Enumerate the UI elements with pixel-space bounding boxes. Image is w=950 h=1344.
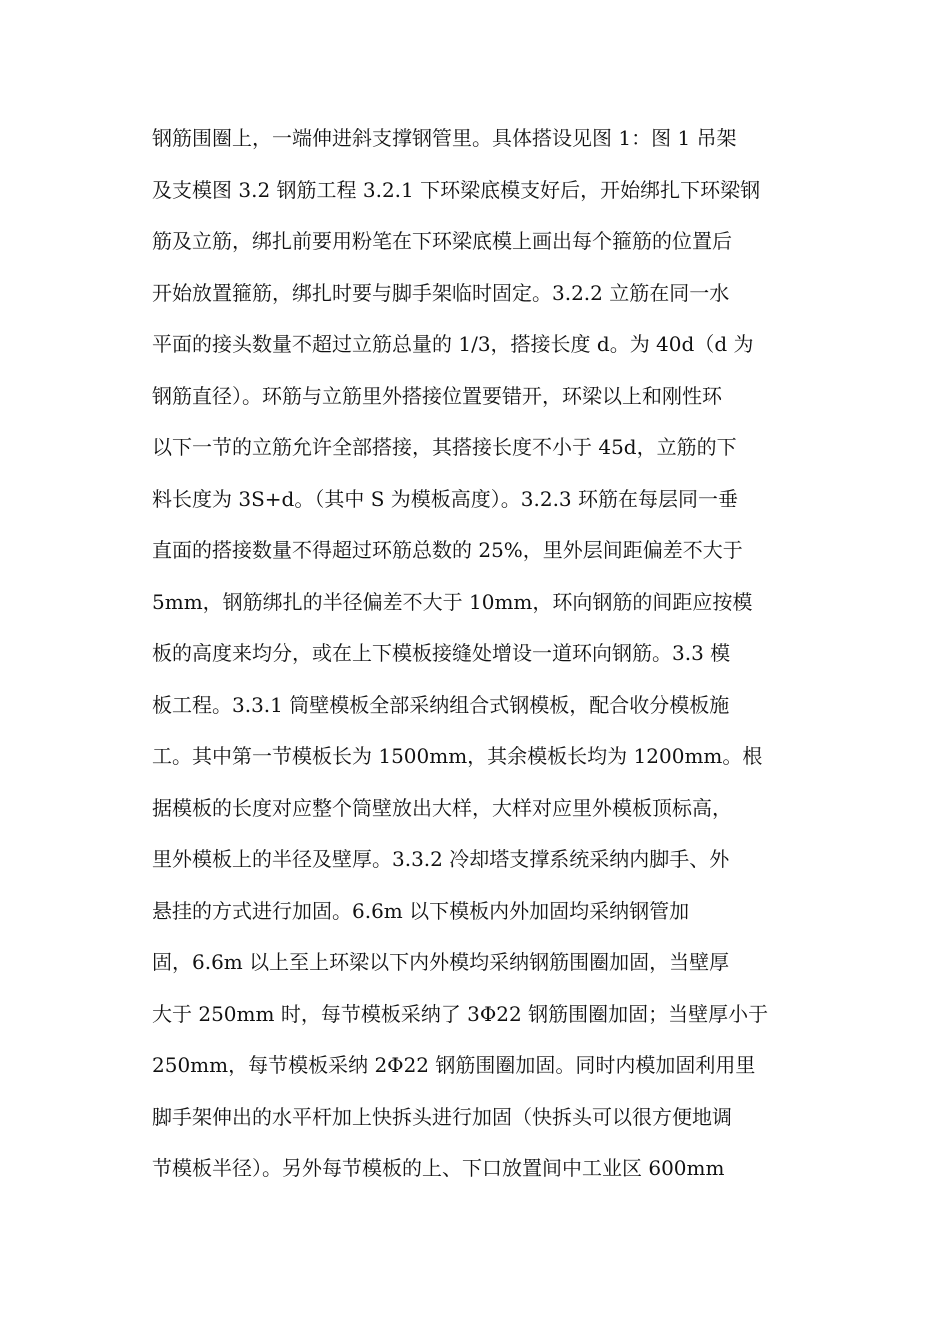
text-line: 固，6.6m 以上至上环梁以下内外模均采纳钢筋围圈加固，当壁厚 bbox=[152, 950, 730, 974]
text-line: 大于 250mm 时，每节模板采纳了 3Φ22 钢筋围圈加固；当壁厚小于 bbox=[152, 1001, 769, 1026]
text-line: 料长度为 3S+d。（其中 S 为模板高度）。3.2.3 环筋在每层同一垂 bbox=[152, 486, 739, 511]
text-line: 钢筋围圈上，一端伸进斜支撑钢管里。具体搭设见图 1：图 1 吊架 bbox=[152, 126, 737, 150]
text-line: 据模板的长度对应整个筒壁放出大样，大样对应里外模板顶标高， bbox=[152, 795, 732, 820]
body-text bbox=[152, 118, 812, 1200]
text-line: 节模板半径）。另外每节模板的上、下口放置间中工业区 600mm bbox=[152, 1156, 725, 1180]
text-line: 工。其中第一节模板长为 1500mm，其余模板长均为 1200mm。根 bbox=[152, 744, 763, 768]
text-line: 直面的搭接数量不得超过环筋总数的 25%，里外层间距偏差不大于 bbox=[152, 538, 743, 562]
text-line: 5mm，钢筋绑扎的半径偏差不大于 10mm，环向钢筋的间距应按模 bbox=[152, 589, 753, 614]
text-line: 里外模板上的半径及壁厚。3.3.2 冷却塔支撑系统采纳内脚手、外 bbox=[152, 847, 730, 871]
text-line: 悬挂的方式进行加固。6.6m 以下模板内外加固均采纳钢管加 bbox=[152, 898, 690, 923]
text-line: 以下一节的立筋允许全部搭接，其搭接长度不小于 45d，立筋的下 bbox=[152, 435, 737, 459]
text-line: 250mm，每节模板采纳 2Φ22 钢筋围圈加固。同时内模加固利用里 bbox=[152, 1053, 756, 1077]
text-line: 钢筋直径）。环筋与立筋里外搭接位置要错开，环梁以上和刚性环 bbox=[152, 383, 722, 408]
text-line: 筋及立筋，绑扎前要用粉笔在下环梁底模上画出每个箍筋的位置后 bbox=[152, 229, 732, 253]
text-line: 平面的接头数量不超过立筋总量的 1/3，搭接长度 d。为 40d（d 为 bbox=[152, 332, 754, 356]
text-line: 板的高度来均分，或在上下模板接缝处增设一道环向钢筋。3.3 模 bbox=[152, 641, 731, 665]
text-line: 脚手架伸出的水平杆加上快拆头进行加固（快拆头可以很方便地调 bbox=[152, 1104, 732, 1129]
text-line: 板工程。3.3.1 筒壁模板全部采纳组合式钢模板，配合收分模板施 bbox=[152, 692, 730, 717]
text-line: 及支模图 3.2 钢筋工程 3.2.1 下环梁底模支好后，开始绑扎下环梁钢 bbox=[152, 177, 761, 202]
text-line: 开始放置箍筋，绑扎时要与脚手架临时固定。3.2.2 立筋在同一水 bbox=[152, 280, 730, 305]
